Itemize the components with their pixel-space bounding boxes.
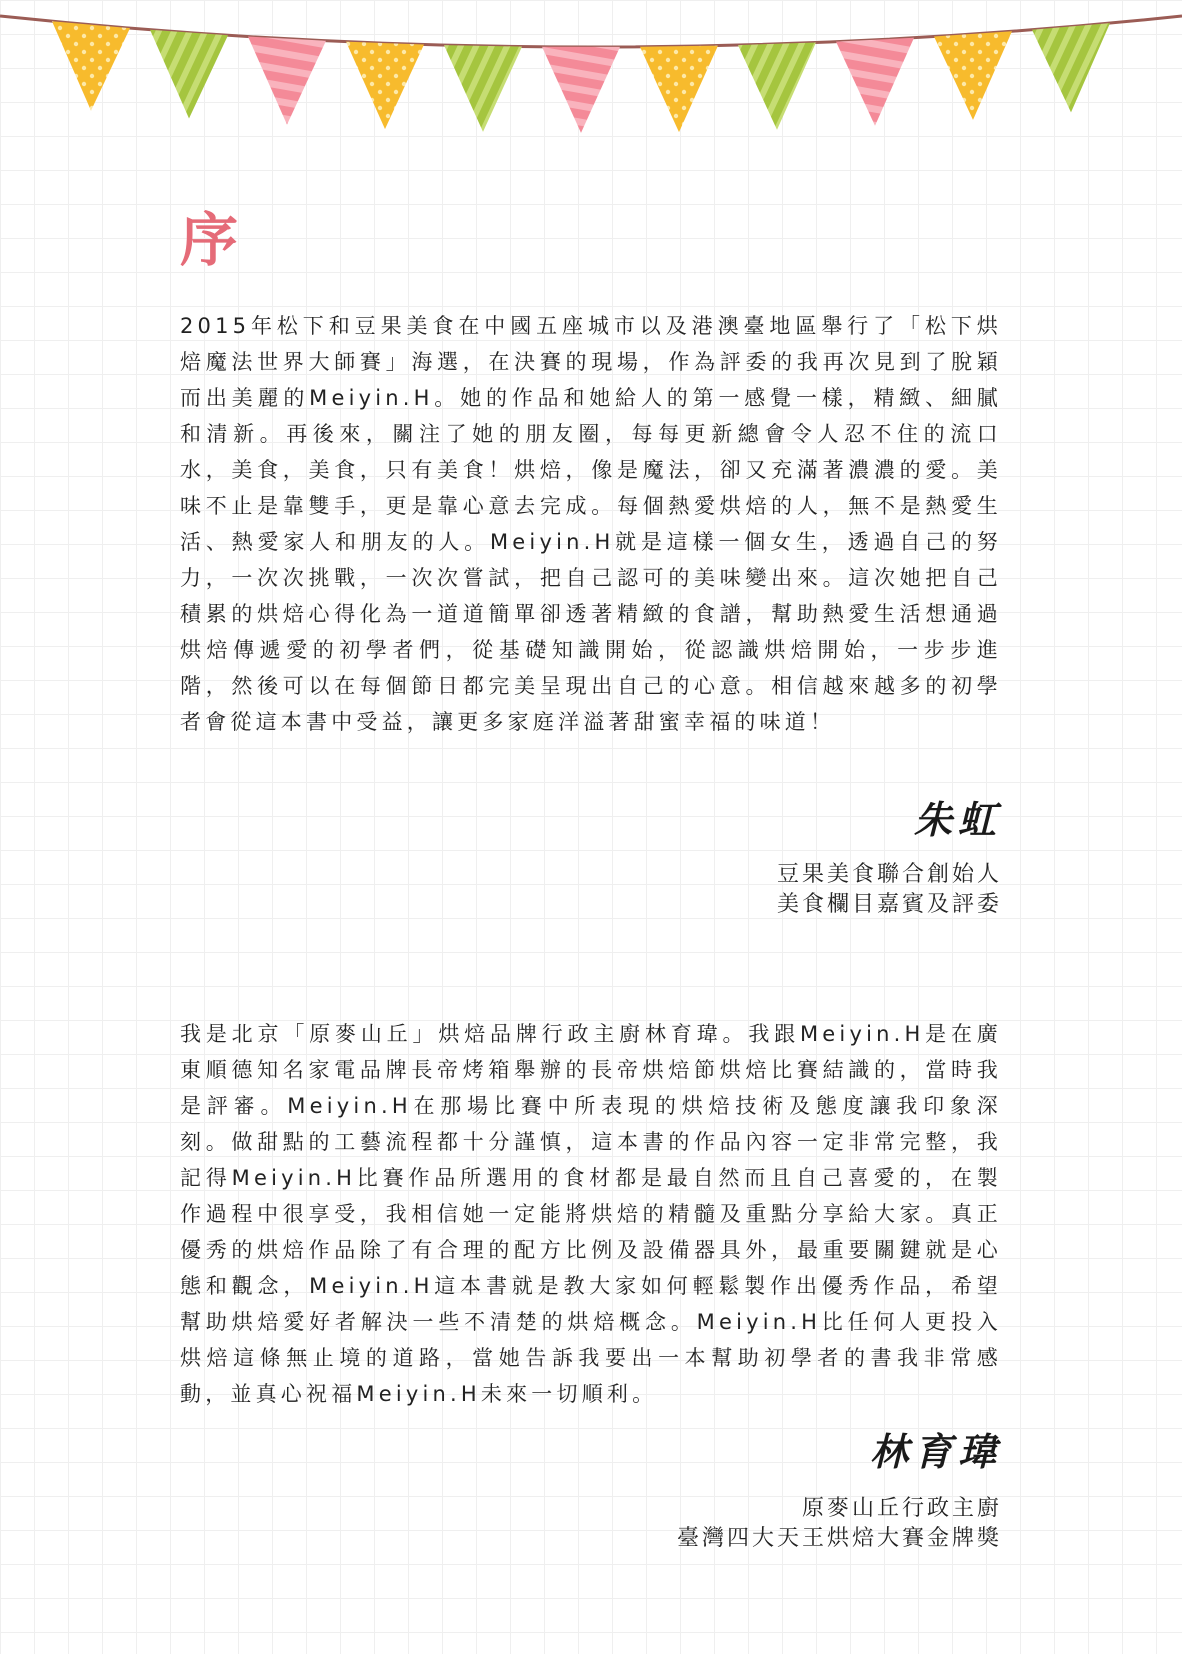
signature-1: 朱虹 xyxy=(913,797,1002,842)
signature-2: 林育瑋 xyxy=(869,1429,1002,1474)
bunting-flag xyxy=(934,31,1012,120)
credit-line: 臺灣四大天王烘焙大賽金牌獎 xyxy=(676,1526,1002,1551)
preface-paragraph-1: 2015年松下和豆果美食在中國五座城市以及港澳臺地區舉行了「松下烘焙魔法世界大師賽」海選，在決賽的現場，作為評委的我再次見到了脫穎而出美麗的Meiyin.H。她的作品和她給人的第一感覺一樣，精緻、細膩和清新。再後來，關注了她的朋友圈，每每更新總會令人忍不住的流口水，美食，美食，只有美食！烘焙，像是魔法，卻又充滿著濃濃的愛。美味不止是靠雙手，更是靠心意去完成。每個熱愛烘焙的人，無不是熱愛生活、熱愛家人和朋友的人。Meiyin.H就是這樣一個女生，透過自己的努力，一次次挑戰，一次次嘗試，把自己認可的美味變出來。這次她把自己積累的烘焙心得化為一道道簡單卻透著精緻的食譜，幫助熱愛生活想通過烘焙傳遞愛的初學者們，從基礎知識開始，從認識烘焙開始，一步步進階，然後可以在每個節日都完美呈現出自己的心意。相信越來越多的初學者會從這本書中受益，讓更多家庭洋溢著甜蜜幸福的味道！ xyxy=(180,314,1002,734)
bunting-flag xyxy=(52,21,130,110)
credit-line: 美食欄目嘉賓及評委 xyxy=(776,892,1002,917)
bunting-flag xyxy=(738,43,816,130)
credit-line: 豆果美食聯合創始人 xyxy=(776,862,1002,887)
preface-paragraph-2: 我是北京「原麥山丘」烘焙品牌行政主廚林育瑋。我跟Meiyin.H是在廣東順德知名家電品牌長帝烤箱舉辦的長帝烘焙節烘焙比賽結識的，當時我是評審。Meiyin.H在那場比賽中所表現的烘焙技術及態度讓我印象深刻。做甜點的工藝流程都十分謹慎，這本書的作品內容一定非常完整，我記得Meiyin.H比賽作品所選用的食材都是最自然而且自己喜愛的，在製作過程中很享受，我相信她一定能將烘焙的精髓及重點分享給大家。真正優秀的烘焙作品除了有合理的配方比例及設備器具外，最重要關鍵就是心態和觀念，Meiyin.H這本書就是教大家如何輕鬆製作出優秀作品，希望幫助烘焙愛好者解決一些不清楚的烘焙概念。Meiyin.H比任何人更投入烘焙這條無止境的道路，當她告訴我要出一本幫助初學者的書我非常感動，並真心祝福Meiyin.H未來一切順利。 xyxy=(180,1022,1002,1406)
credit-line: 原麥山丘行政主廚 xyxy=(801,1496,1002,1521)
author-credits-1 xyxy=(777,860,1002,920)
bunting-flag xyxy=(1032,23,1110,112)
author-credits-2 xyxy=(677,1494,1002,1554)
bunting-flag xyxy=(150,30,228,119)
bunting-flag xyxy=(444,45,522,132)
bunting-flag xyxy=(542,47,620,133)
bunting-decoration xyxy=(0,0,1182,160)
bunting-flag xyxy=(640,46,718,133)
bunting-flag xyxy=(346,42,424,129)
bunting-flag xyxy=(248,37,326,125)
page-title: 序 xyxy=(180,206,239,274)
bunting-flag xyxy=(836,38,914,126)
